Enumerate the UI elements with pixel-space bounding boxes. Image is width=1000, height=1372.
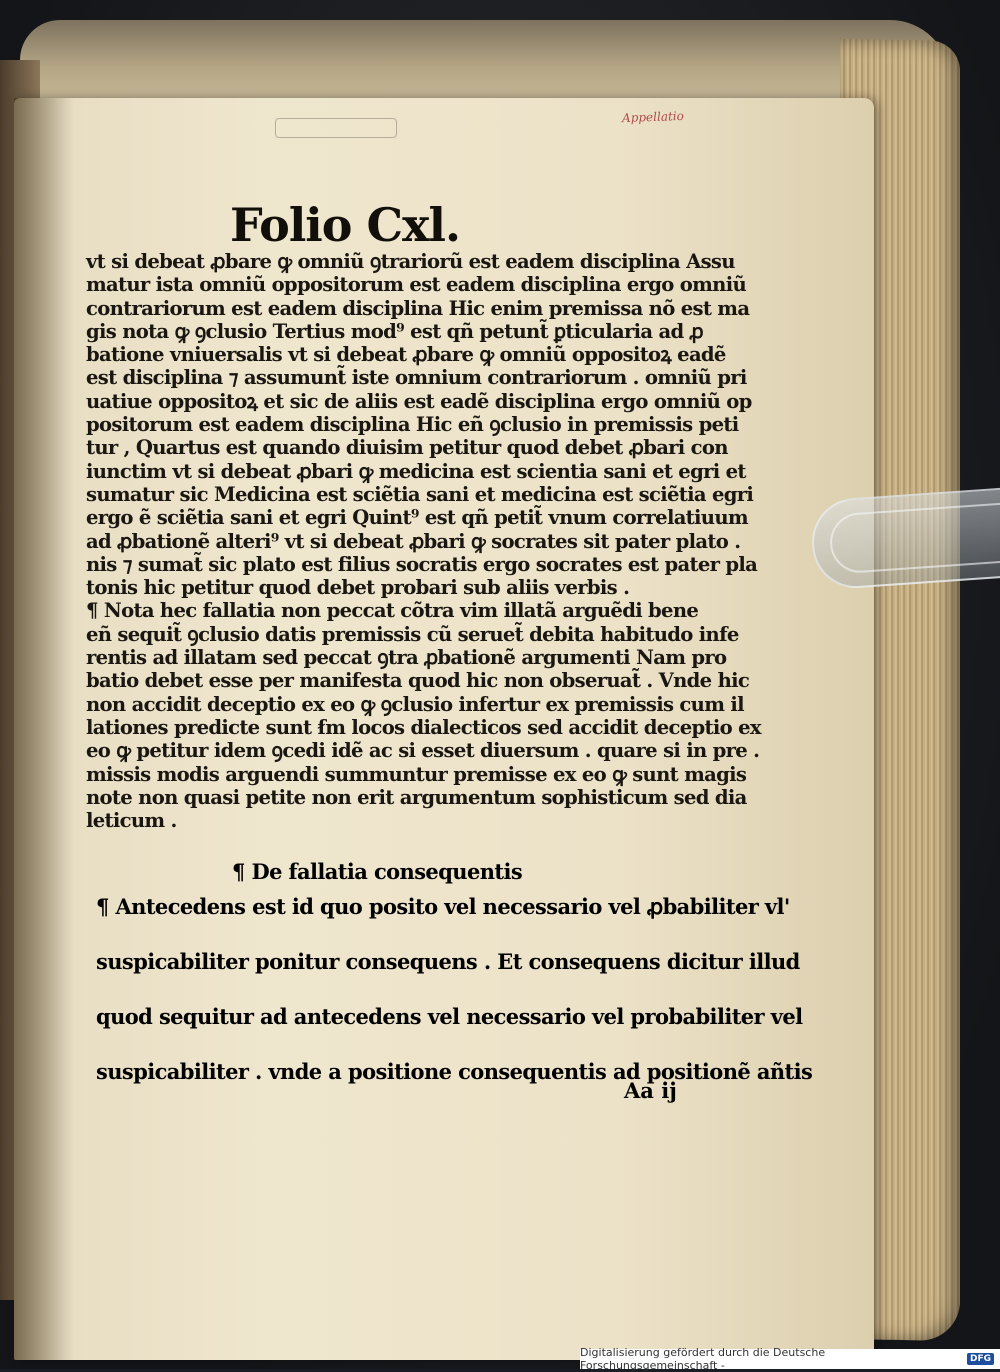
text-line: leticum . bbox=[86, 809, 177, 833]
text-line: iunctim vt si debeat ꝓbari ꝙ medicina est scientia sani et egri et bbox=[86, 459, 746, 483]
text-line: rentis ad illatam sed peccat ꝯtra ꝓbationẽ argumenti Nam pro bbox=[86, 646, 727, 670]
text-line: contrariorum est eadem disciplina Hic enim premissa nõ est ma bbox=[86, 296, 750, 320]
text-line: non accidit deceptio ex eo ꝙ ꝯclusio infertur ex premissis cum il bbox=[86, 692, 744, 716]
section-text-line: quod sequitur ad antecedens vel necessario vel probabiliter vel bbox=[96, 1004, 803, 1029]
text-line: ad ꝓbationẽ alteri⁹ vt si debeat ꝓbari ꝙ socrates sit pater plato . bbox=[86, 529, 741, 553]
text-line: vt si debeat ꝓbare ꝙ omniũ ꝯtrariorũ est eadem disciplina Assu bbox=[86, 250, 735, 273]
text-line: nis ⁊ sumat̃ sic plato est filius socratis ergo socrates est pater pla bbox=[86, 552, 758, 576]
margin-annotation: Appellatio bbox=[621, 108, 685, 126]
section-text-line: ¶ Antecedens est id quo posito vel necessario vel ꝓbabiliter vl' bbox=[96, 894, 790, 919]
text-line: eo ꝙ petitur idem ꝯcedi idẽ ac si esset diuersum . quare si in pre . bbox=[86, 739, 760, 763]
footer-credit-bar bbox=[580, 1346, 1000, 1372]
main-text-block bbox=[86, 250, 761, 833]
text-line: gis nota ꝙ ꝯclusio Tertius mod⁹ est qñ petunt̃ ꝑticularia ad ꝓ bbox=[86, 319, 703, 343]
folio-heading: Folio Cxl. bbox=[230, 198, 460, 252]
text-line: est disciplina ⁊ assumunt̃ iste omnium contrariorum . omniũ pri bbox=[86, 366, 747, 390]
section-text-block bbox=[96, 894, 813, 1115]
dfg-logo: DFG bbox=[967, 1353, 994, 1365]
text-line: tur , Quartus est quando diuisim petitur quod debet ꝓbari con bbox=[86, 436, 728, 460]
text-line: ergo ẽ sciẽtia sani et egri Quint⁹ est qñ petit̃ vnum correlatiuum bbox=[86, 506, 748, 530]
footer-credit-text: Digitalisierung gefördert durch die Deutsche Forschungsgemeinschaft - bbox=[580, 1346, 826, 1372]
text-line: uatiue oppositoꝝ et sic de aliis est eadẽ disciplina ergo omniũ op bbox=[86, 389, 752, 413]
text-line: sumatur sic Medicina est sciẽtia sani et medicina est sciẽtia egri bbox=[86, 482, 754, 506]
text-line: missis modis arguendi summuntur premisse ex eo ꝙ sunt magis bbox=[86, 762, 747, 786]
text-line: ¶ Nota hec fallatia non peccat cõtra vim illatã arguẽdi bene bbox=[86, 599, 699, 623]
text-line: tonis hic petitur quod debet probari sub aliis verbis . bbox=[86, 576, 630, 600]
text-line: batio debet esse per manifesta quod hic non obseruat̃ . Vnde hic bbox=[86, 669, 750, 693]
text-line: matur ista omniũ oppositorum est eadem disciplina ergo omniũ bbox=[86, 273, 746, 297]
text-line: note non quasi petite non erit argumentum sophisticum sed dia bbox=[86, 785, 747, 809]
signature-mark: Aa ij bbox=[624, 1078, 677, 1103]
section-heading: ¶ De fallatia consequentis bbox=[232, 859, 523, 884]
text-line: batione vniuersalis vt si debeat ꝓbare ꝙ omniũ oppositoꝝ eadẽ bbox=[86, 343, 726, 367]
section-text-line: suspicabiliter . vnde a positione consequentis ad positionẽ añtis bbox=[96, 1059, 813, 1084]
gutter-shadow bbox=[14, 98, 74, 1360]
pencil-mark bbox=[275, 118, 397, 138]
text-line: eñ sequit̃ ꝯclusio datis premissis cũ seruet̃ debita habitudo infe bbox=[86, 622, 739, 646]
page-clip-inner bbox=[828, 501, 1000, 574]
text-line: lationes predicte sunt ẜm locos dialecticos sed accidit deceptio ex bbox=[86, 715, 761, 739]
section-text-line: suspicabiliter ponitur consequens . Et consequens dicitur illud bbox=[96, 949, 800, 974]
text-line: positorum est eadem disciplina Hic eñ ꝯclusio in premissis peti bbox=[86, 413, 739, 437]
